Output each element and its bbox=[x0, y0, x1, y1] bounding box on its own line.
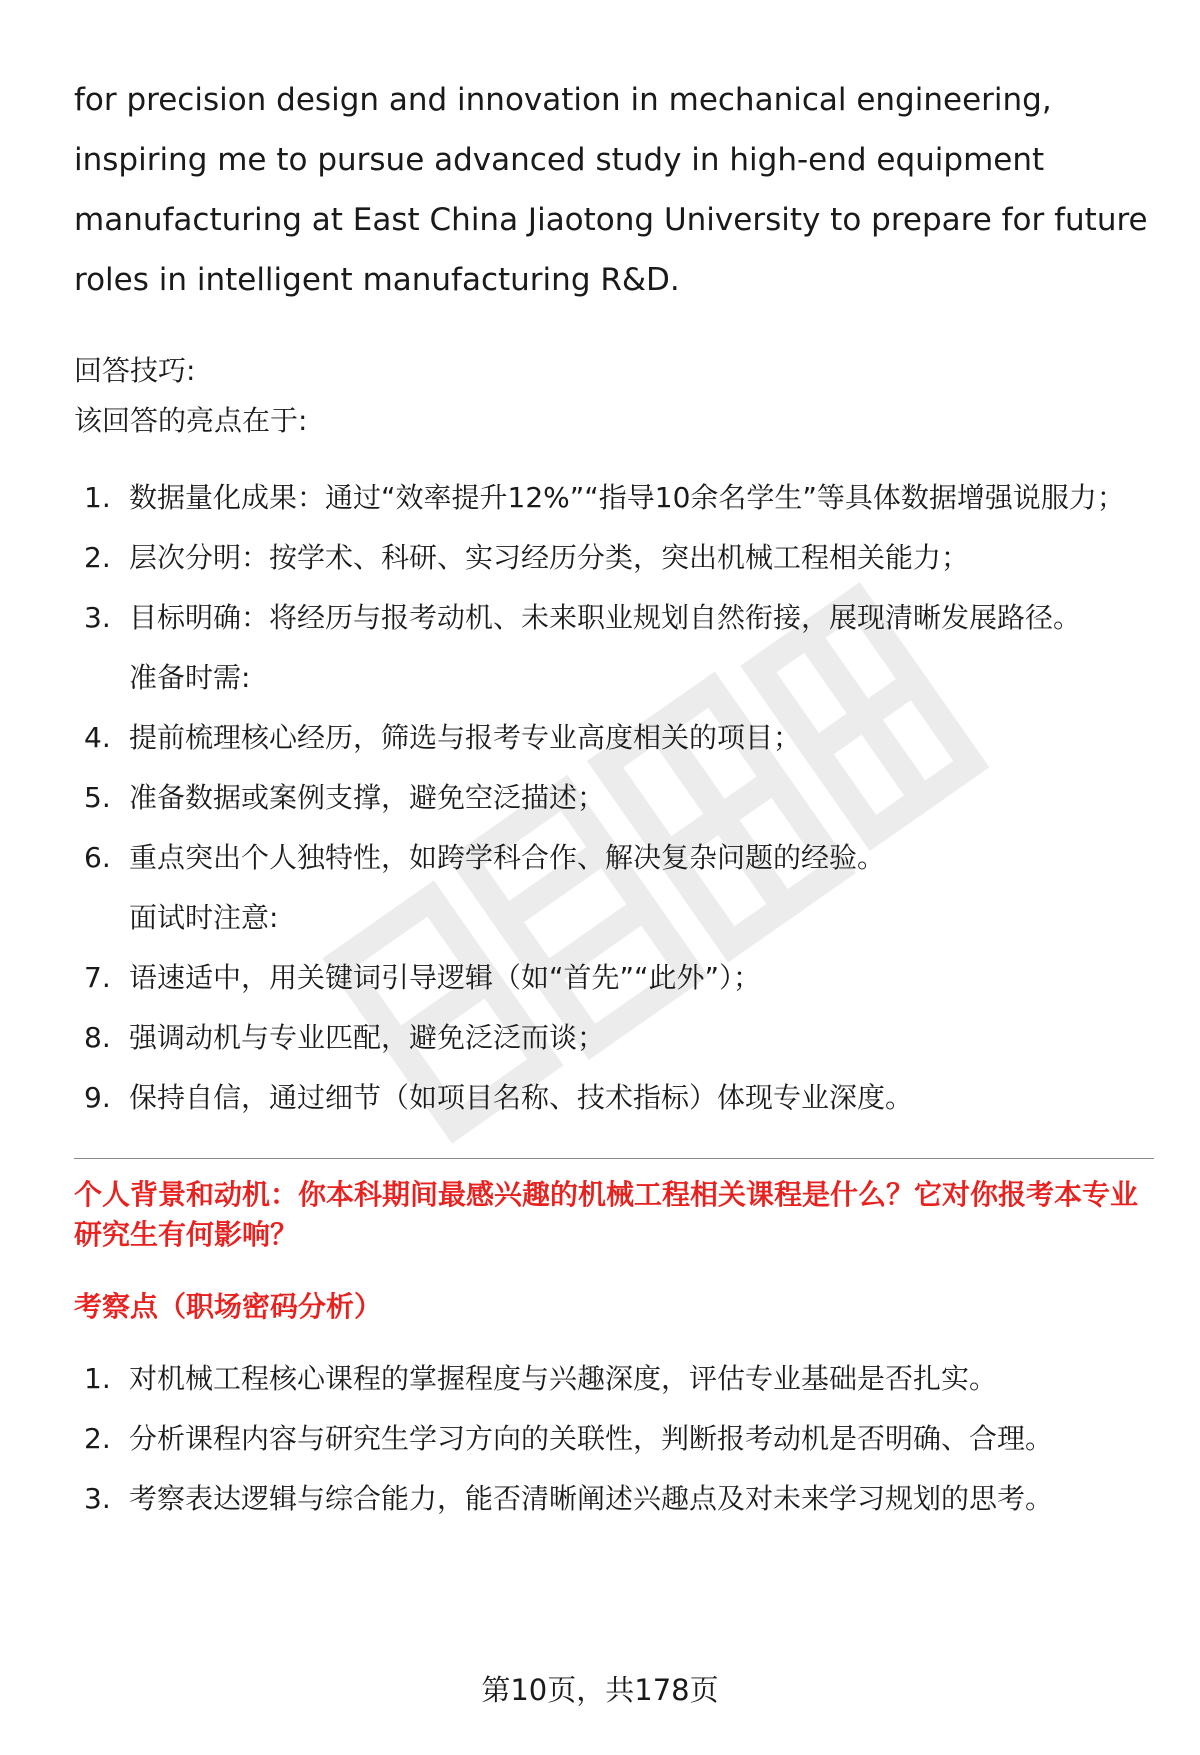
list-item-number: 9. bbox=[84, 1081, 111, 1114]
interview-list bbox=[74, 948, 1154, 1128]
list-item-text: 数据量化成果：通过“效率提升12%”“指导10余名学生”等具体数据增强说服力； bbox=[129, 481, 1125, 514]
list-item-number: 5. bbox=[84, 781, 111, 814]
list-item-text: 准备数据或案例支撑，避免空泛描述； bbox=[129, 781, 606, 814]
list-item bbox=[74, 708, 1154, 768]
list-item bbox=[74, 468, 1154, 528]
list-item bbox=[74, 1068, 1154, 1128]
list-item-number: 3. bbox=[84, 1482, 111, 1515]
list-item-text: 重点突出个人独特性，如跨学科合作、解决复杂问题的经验。 bbox=[129, 841, 886, 874]
list-item-text: 语速适中，用关键词引导逻辑（如“首先”“此外”）； bbox=[129, 961, 762, 994]
list-item-text: 分析课程内容与研究生学习方向的关联性，判断报考动机是否明确、合理。 bbox=[129, 1422, 1054, 1455]
list-item bbox=[74, 1409, 1154, 1469]
question-heading: 个人背景和动机：你本科期间最感兴趣的机械工程相关课程是什么？它对你报考本专业研究生有何影响？ bbox=[74, 1178, 1139, 1251]
section-divider bbox=[74, 1158, 1154, 1159]
list-item-text: 强调动机与专业匹配，避免泛泛而谈； bbox=[129, 1021, 606, 1054]
list-item-number: 7. bbox=[84, 961, 111, 994]
section-title: 考察点（职场密码分析） bbox=[74, 1290, 383, 1323]
prep-list bbox=[74, 708, 1154, 888]
intro-paragraph: for precision design and innovation in mechanical engineering, inspiring me to pursue advanced study in high-end equipment manufacturing at East China Jiaotong University to prepare for future roles in intelligent manufacturing R&D. bbox=[74, 82, 1148, 298]
list-item-text: 考察表达逻辑与综合能力，能否清晰阐述兴趣点及对未来学习规划的思考。 bbox=[129, 1482, 1054, 1515]
list-item bbox=[74, 1469, 1154, 1529]
list-item-number: 8. bbox=[84, 1021, 111, 1054]
list-item-text: 层次分明：按学术、科研、实习经历分类，突出机械工程相关能力； bbox=[129, 541, 970, 574]
page-footer: 第10页，共178页 bbox=[481, 1673, 719, 1707]
list-item-number: 2. bbox=[84, 1422, 111, 1455]
list-item-number: 1. bbox=[84, 1362, 111, 1395]
list-item-number: 6. bbox=[84, 841, 111, 874]
list-item bbox=[74, 948, 1154, 1008]
interview-label: 面试时注意: bbox=[129, 901, 279, 934]
list-item-number: 2. bbox=[84, 541, 111, 574]
list-item bbox=[74, 528, 1154, 588]
list-item-number: 4. bbox=[84, 721, 111, 754]
list-item-text: 保持自信，通过细节（如项目名称、技术指标）体现专业深度。 bbox=[129, 1081, 914, 1114]
list-item bbox=[74, 1008, 1154, 1068]
list-item bbox=[74, 768, 1154, 828]
answer-tips-label: 回答技巧: bbox=[74, 354, 196, 387]
list-item-number: 1. bbox=[84, 481, 111, 514]
list-item-text: 提前梳理核心经历，筛选与报考专业高度相关的项目； bbox=[129, 721, 802, 754]
list-item bbox=[74, 1349, 1154, 1409]
assessment-points-list bbox=[74, 1349, 1154, 1529]
list-item bbox=[74, 588, 1154, 648]
document-page bbox=[74, 70, 1154, 1529]
list-item bbox=[74, 828, 1154, 888]
list-item-text: 对机械工程核心课程的掌握程度与兴趣深度，评估专业基础是否扎实。 bbox=[129, 1362, 998, 1395]
highlights-label: 该回答的亮点在于: bbox=[74, 404, 308, 437]
list-item-text: 目标明确：将经历与报考动机、未来职业规划自然衔接，展现清晰发展路径。 bbox=[129, 601, 1082, 634]
highlights-list bbox=[74, 468, 1154, 648]
prep-label: 准备时需: bbox=[129, 661, 251, 694]
list-item-number: 3. bbox=[84, 601, 111, 634]
